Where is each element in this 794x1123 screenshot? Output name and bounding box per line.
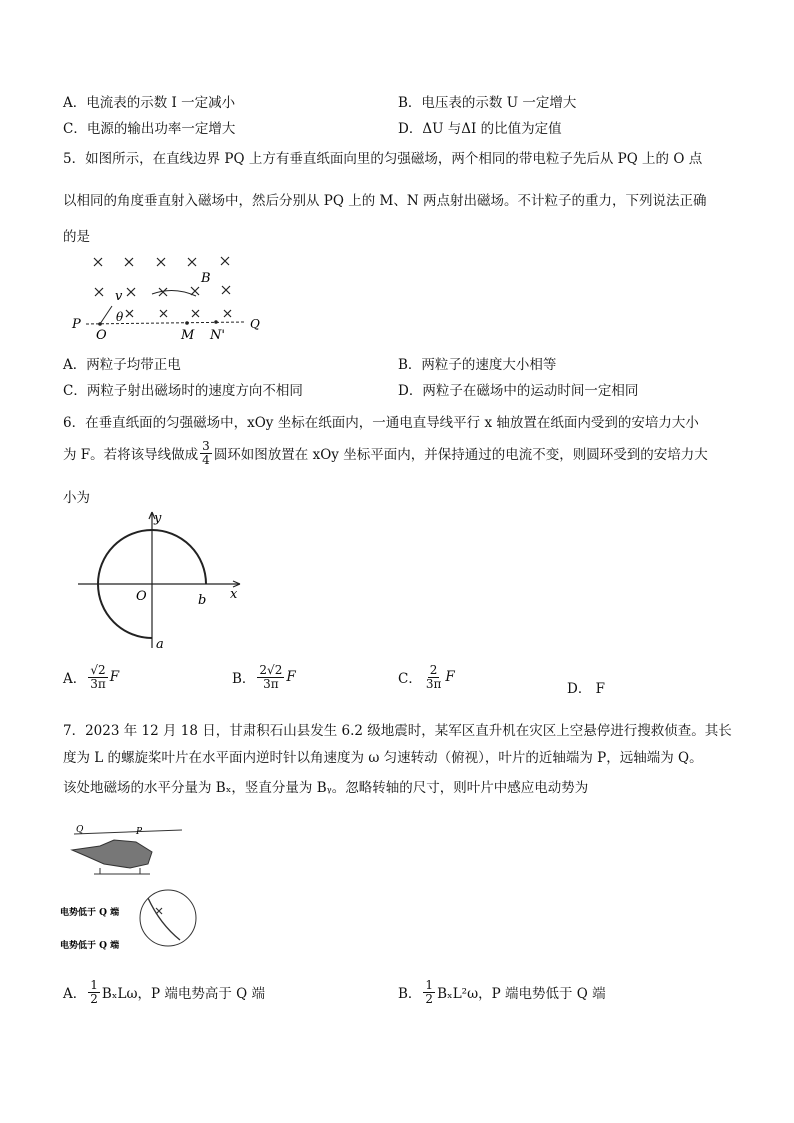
q7-b-den: 2 bbox=[425, 991, 434, 1006]
q7-b-num: 1 bbox=[425, 978, 434, 992]
q5-stem-line2: 以相同的角度垂直射入磁场中，然后分别从 PQ 上的 M、N 两点射出磁场。不计粒子的重力，下列说法正确 bbox=[63, 193, 707, 209]
boundary-pq-line bbox=[86, 322, 244, 324]
q5-stem-line1: 5．如图所示，在直线边界 PQ 上方有垂直纸面向里的匀强磁场，两个相同的带电粒子先后从 PQ 上的 O 点 bbox=[63, 151, 703, 167]
q6-option-c bbox=[398, 664, 455, 690]
label-q: Q bbox=[250, 317, 260, 331]
q6-a-tail: F bbox=[109, 669, 120, 686]
q5-option-a: A．两粒子均带正电 bbox=[63, 357, 181, 373]
q7-option-a bbox=[63, 979, 265, 1005]
q6-stem-line2 bbox=[63, 440, 708, 466]
q6-b-num: 2√2 bbox=[259, 663, 283, 677]
q4-option-a: A．电流表的示数 I 一定减小 bbox=[63, 95, 236, 111]
q6-a-label: A． bbox=[63, 671, 87, 688]
q7-a-label: A． bbox=[63, 986, 87, 1003]
label-p: P bbox=[72, 317, 81, 332]
q5-option-b: B．两粒子的速度大小相等 bbox=[398, 357, 557, 373]
rotation-arrow-icon bbox=[148, 898, 180, 940]
note-2: 电势低于 Q 端 bbox=[60, 941, 120, 951]
label-theta: θ bbox=[116, 310, 124, 324]
point-o-dot bbox=[98, 322, 102, 326]
label-x: x bbox=[230, 587, 238, 602]
q7-stem-line3: 该处地磁场的水平分量为 Bₓ，竖直分量为 Bᵧ。忽略转轴的尺寸，则叶片中感应电动势为 bbox=[63, 780, 589, 796]
q4-option-d: D．ΔU 与ΔI 的比值为定值 bbox=[398, 121, 562, 137]
q6-c-label: C． bbox=[398, 671, 422, 688]
label-m: M bbox=[181, 328, 195, 342]
field-crosses bbox=[94, 257, 231, 317]
q7-a-tail: BₓLω，P 端电势高于 Q 端 bbox=[101, 986, 266, 1003]
q5-magnetic-field-figure bbox=[64, 250, 274, 342]
q6-stem-line3: 小为 bbox=[63, 490, 90, 506]
q6-a-frac bbox=[88, 664, 108, 690]
q6-line2-post: 圆环如图放置在 xOy 坐标平面内，并保持通过的电流不变，则圆环受到的安培力大 bbox=[213, 447, 708, 464]
q6-fraction bbox=[200, 440, 212, 466]
q4-option-c: C．电源的输出功率一定增大 bbox=[63, 121, 236, 137]
cross-mark-icon bbox=[156, 908, 162, 914]
label-p: P bbox=[136, 827, 143, 837]
q6-line2-pre: 为 F。若将该导线做成 bbox=[63, 447, 199, 464]
particle-trajectory bbox=[152, 290, 196, 296]
q6-option-a bbox=[63, 664, 119, 690]
q7-option-b bbox=[398, 979, 606, 1005]
q7-stem-line2: 度为 L 的螺旋桨叶片在水平面内逆时针以角速度为 ω 匀速转动（俯视），叶片的近轴端为 P，远轴端为 Q。 bbox=[63, 750, 703, 766]
point-n-dot bbox=[214, 320, 218, 324]
q4-option-b: B．电压表的示数 U 一定增大 bbox=[398, 95, 577, 111]
q6-c-tail: F bbox=[445, 669, 455, 686]
q7-a-num: 1 bbox=[90, 978, 98, 992]
q7-b-tail: BₓL²ω，P 端电势低于 Q 端 bbox=[437, 986, 606, 1003]
q6-frac-den: 4 bbox=[202, 452, 210, 467]
label-q: Q bbox=[76, 825, 84, 835]
q6-c-num: 2 bbox=[429, 663, 438, 677]
helicopter-skids-icon bbox=[94, 868, 150, 874]
note-1: 电势低于 Q 端 bbox=[60, 908, 120, 918]
q7-b-frac bbox=[423, 979, 435, 1005]
q6-b-tail: F bbox=[286, 669, 296, 686]
helicopter-body-icon bbox=[72, 840, 152, 868]
velocity-arrow bbox=[100, 306, 112, 324]
q6-option-b bbox=[232, 664, 296, 690]
label-a: a bbox=[156, 637, 164, 652]
q7-b-label: B． bbox=[398, 986, 422, 1003]
q6-c-frac bbox=[424, 664, 444, 690]
q5-option-d: D．两粒子在磁场中的运动时间一定相同 bbox=[398, 383, 639, 399]
q6-a-num: √2 bbox=[90, 663, 106, 677]
label-y: y bbox=[154, 511, 162, 526]
q7-a-den: 2 bbox=[90, 991, 98, 1006]
label-b: B bbox=[201, 271, 211, 286]
label-o: O bbox=[96, 328, 107, 342]
label-origin: O bbox=[136, 589, 147, 604]
q7-stem-line1: 7．2023 年 12 月 18 日，甘肃积石山县发生 6.2 级地震时，某军区直升机在灾区上空悬停进行搜救侦查。其长 bbox=[63, 723, 732, 739]
q6-option-d: D． F bbox=[567, 681, 605, 697]
q5-stem-line3: 的是 bbox=[63, 229, 90, 245]
label-n: N' bbox=[210, 328, 225, 342]
q6-b-label: B． bbox=[232, 671, 256, 688]
q6-b-frac bbox=[257, 664, 284, 690]
label-v: v bbox=[115, 289, 123, 304]
q7-a-frac bbox=[88, 979, 100, 1005]
point-m-dot bbox=[185, 321, 189, 325]
q6-a-den: 3π bbox=[90, 676, 106, 691]
q6-b-den: 3π bbox=[263, 676, 279, 691]
q6-stem-line1: 6．在垂直纸面的匀强磁场中，xOy 坐标在纸面内，一通电直导线平行 x 轴放置在纸面内受到的安培力大小 bbox=[63, 415, 699, 431]
label-b: b bbox=[198, 593, 207, 608]
q6-c-den: 3π bbox=[425, 676, 442, 691]
q7-helicopter-figure bbox=[60, 820, 200, 960]
q6-ring-figure bbox=[72, 506, 252, 652]
rotor-blade bbox=[74, 830, 182, 834]
q6-frac-num: 3 bbox=[202, 439, 210, 453]
q5-option-c: C．两粒子射出磁场时的速度方向不相同 bbox=[63, 383, 303, 399]
